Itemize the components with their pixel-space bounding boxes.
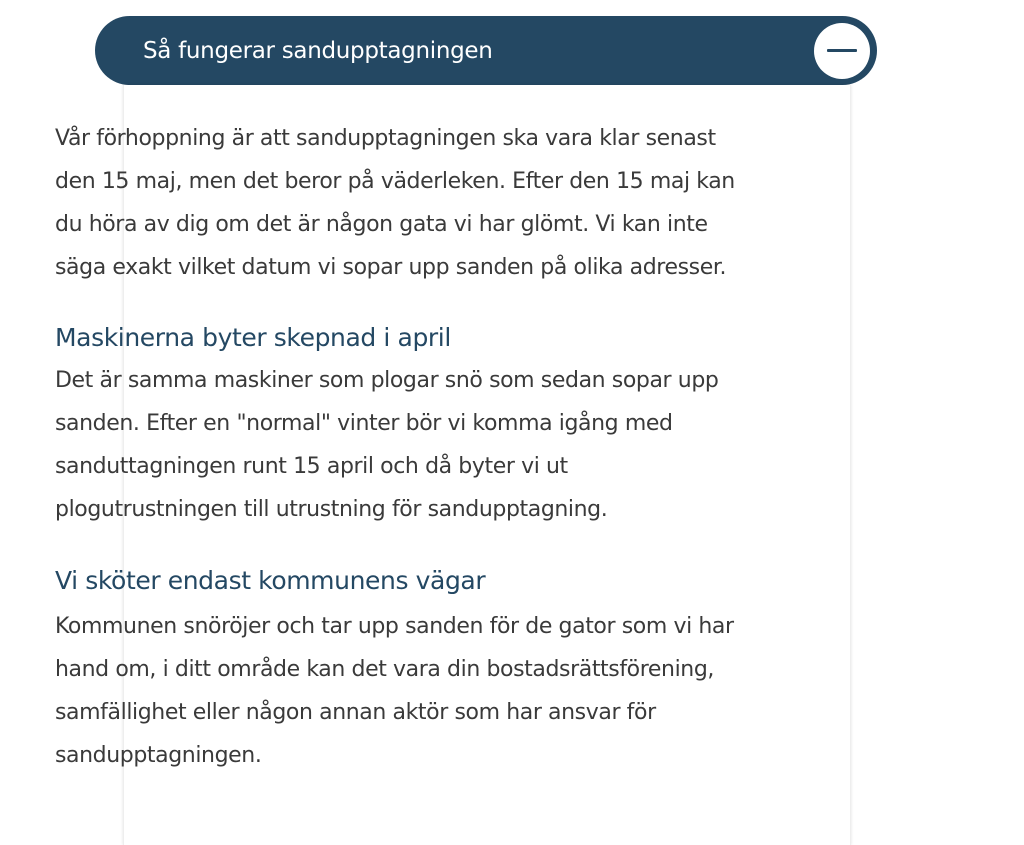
accordion-title: Så fungerar sandupptagningen (143, 37, 493, 64)
accordion (95, 16, 877, 85)
section-body-municipal-roads: Kommunen snöröjer och tar upp sanden för de gator som vi har hand om, i ditt område kan det vara din bostadsrättsförening, samfällighet eller någon annan aktör som har ansvar för sandupptagningen. (55, 614, 734, 768)
section-heading-machines: Maskinerna byter skepnad i april (55, 323, 451, 352)
minus-icon (827, 49, 857, 52)
intro-paragraph: Vår förhoppning är att sandupptagningen ska vara klar senast den 15 maj, men det beror på väderleken. Efter den 15 maj kan du höra av dig om det är någon gata vi har glömt. Vi kan inte säga exakt vilket datum vi sopar upp sanden på olika adresser. (55, 126, 735, 280)
accordion-content (55, 117, 735, 777)
collapse-button[interactable] (814, 23, 870, 79)
section-heading-municipal-roads: Vi sköter endast kommunens vägar (55, 566, 486, 595)
section-body-machines: Det är samma maskiner som plogar snö som sedan sopar upp sanden. Efter en "normal" vinter bör vi komma igång med sanduttagningen runt 15 april och då byter vi ut plogutrustningen till utrustning för sandupptagning. (55, 368, 719, 522)
accordion-header[interactable] (95, 16, 877, 85)
